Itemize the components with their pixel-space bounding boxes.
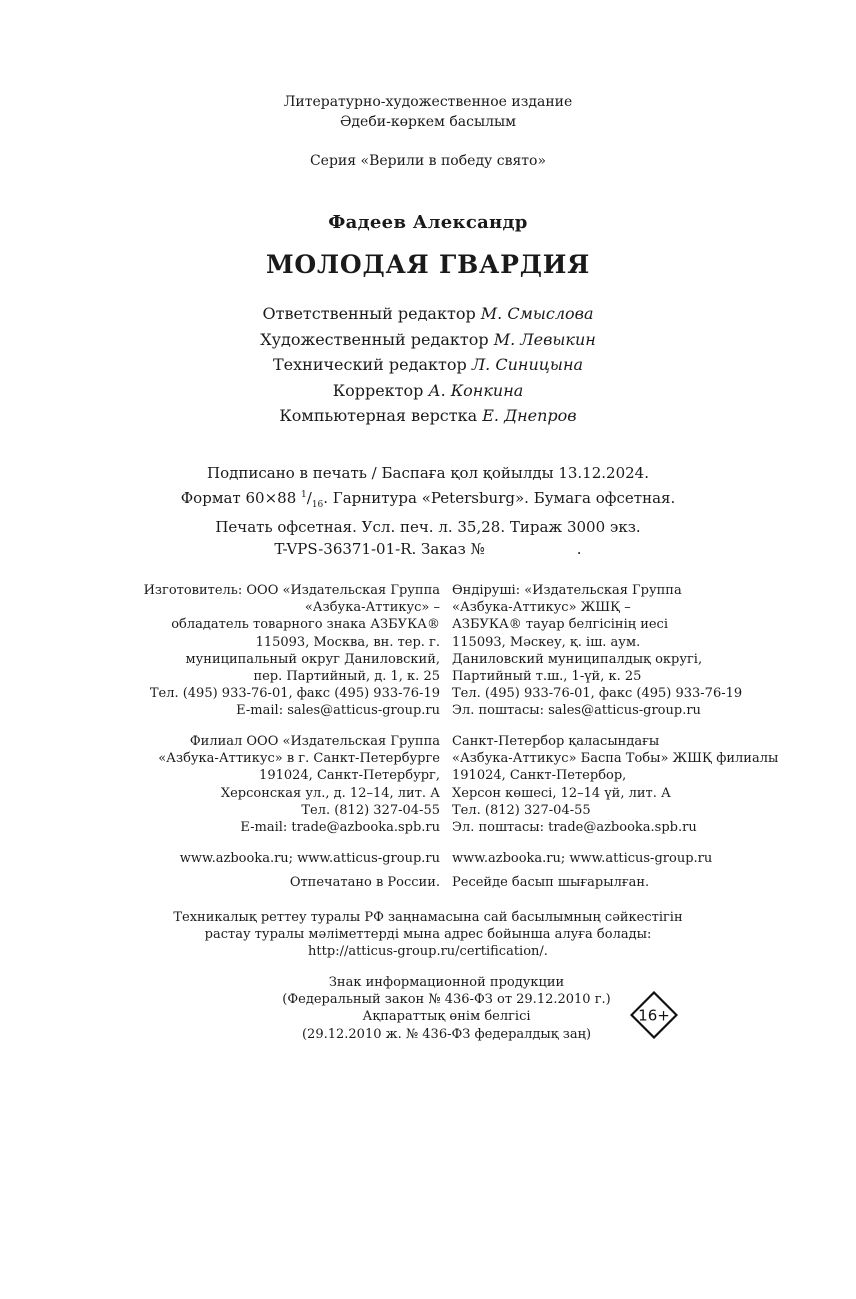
printing-details (0, 462, 856, 560)
branch-ru: Филиал ООО «Издательская Группа «Азбука-Аттикус» в г. Санкт-Петербурге 191024, Санкт-Петербург, Херсонская ул., д. 12–14, лит. А Тел. (812) 327-04-55 E-mail: trade@azbooka.spb.ru (158, 734, 440, 836)
series-line: Серия «Верили в победу свято» (309, 153, 547, 169)
edition-type-kz: Әдеби-көркем басылым (339, 114, 517, 130)
branch-kz: Санкт-Петербор қаласындағы «Азбука-Аттикус» Баспа Тобы» ЖШҚ филиалы 191024, Санкт-Петербор, Херсон көшесі, 12–14 үй, лит. А Тел. (812) 327-04-55 Эл. поштасы: trade@azbooka.spb.ru (452, 734, 779, 836)
staff-line: Технический редактор Л. Синицына (272, 355, 584, 374)
info-product-mark: Знак информационной продукции (Федеральный закон № 436-ФЗ от 29.12.2010 г.) Ақпараттық өнім белгісі (29.12.2010 ж. № 436-ФЗ федералдық заң) (282, 975, 611, 1042)
author-name: Фадеев Александр (328, 212, 528, 233)
email-kz: Эл. поштасы: sales@atticus-group.ru (452, 703, 701, 719)
manufacturer-kz: Өндіруші: «Издательская Группа «Азбука-Аттикус» ЖШҚ – АЗБУКА® тауар белгісінің иесі 115093, Мәскеу, қ. іш. аум. Даниловский муниципалдық округі, Партийный т.ш., 1-үй, к. 25 Тел. (495) 933-76-01, факс (495) 933-76-19 Эл. поштасы: sales@atticus-group.ru (452, 583, 743, 719)
format-line: Формат 60×88 $^1/_{16}$. Гарнитура «Petersburg». Бумага офсетная. (180, 489, 676, 510)
websites-ru: www.azbooka.ru; www.atticus-group.ru (179, 851, 440, 866)
edition-type-ru: Литературно-художественное издание (283, 94, 573, 110)
manufacturer-ru: Изготовитель: ООО «Издательская Группа «Азбука-Аттикус» – обладатель товарного знака АЗБУКА® 115093, Москва, вн. тер. г. муниципальный округ Даниловский, пер. Партийный, д. 1, к. 25 Тел. (495) 933-76-01, факс (495) 933-76-19 E-mail: sales@atticus-group.ru (143, 583, 440, 719)
signed-date: Подписано в печать / Баспаға қол қойылды 13.12.2024. (207, 464, 649, 482)
editorial-staff (0, 301, 856, 429)
staff-line: Художественный редактор М. Левыкин (260, 329, 596, 349)
email-ru: E-mail: sales@atticus-group.ru (236, 703, 440, 719)
age-rating-icon (630, 991, 678, 1039)
branch-email-kz: Эл. поштасы: trade@azbooka.spb.ru (452, 820, 697, 836)
staff-line: Ответственный редактор М. Смыслова (262, 304, 594, 323)
staff-line: Корректор А. Конкина (332, 380, 524, 400)
order-line: T-VPS-36371-01-R. Заказ № . (274, 540, 582, 558)
websites-kz: www.azbooka.ru; www.atticus-group.ru (452, 851, 713, 866)
certification-url: http://atticus-group.ru/certification/. (308, 944, 548, 960)
print-run: Печать офсетная. Усл. печ. л. 35,28. Тираж 3000 экз. (215, 518, 641, 536)
printed-in-kz: Ресейде басып шығарылған. (452, 875, 650, 890)
certification-notice: Техникалық реттеу туралы РФ заңнамасына сай басылымның сәйкестігін растау туралы мәліметтерді мына адрес бойынша алуға болады: http://atticus-group.ru/certification/. (0, 909, 856, 961)
staff-line: Компьютерная верстка Е. Днепров (279, 406, 577, 425)
printed-in-ru: Отпечатано в России. (289, 875, 440, 890)
age-rating-label: 16+ (638, 1006, 670, 1025)
branch-email-ru: E-mail: trade@azbooka.spb.ru (240, 820, 440, 836)
book-title: МОЛОДАЯ ГВАРДИЯ (265, 250, 591, 279)
edition-type (0, 92, 856, 132)
